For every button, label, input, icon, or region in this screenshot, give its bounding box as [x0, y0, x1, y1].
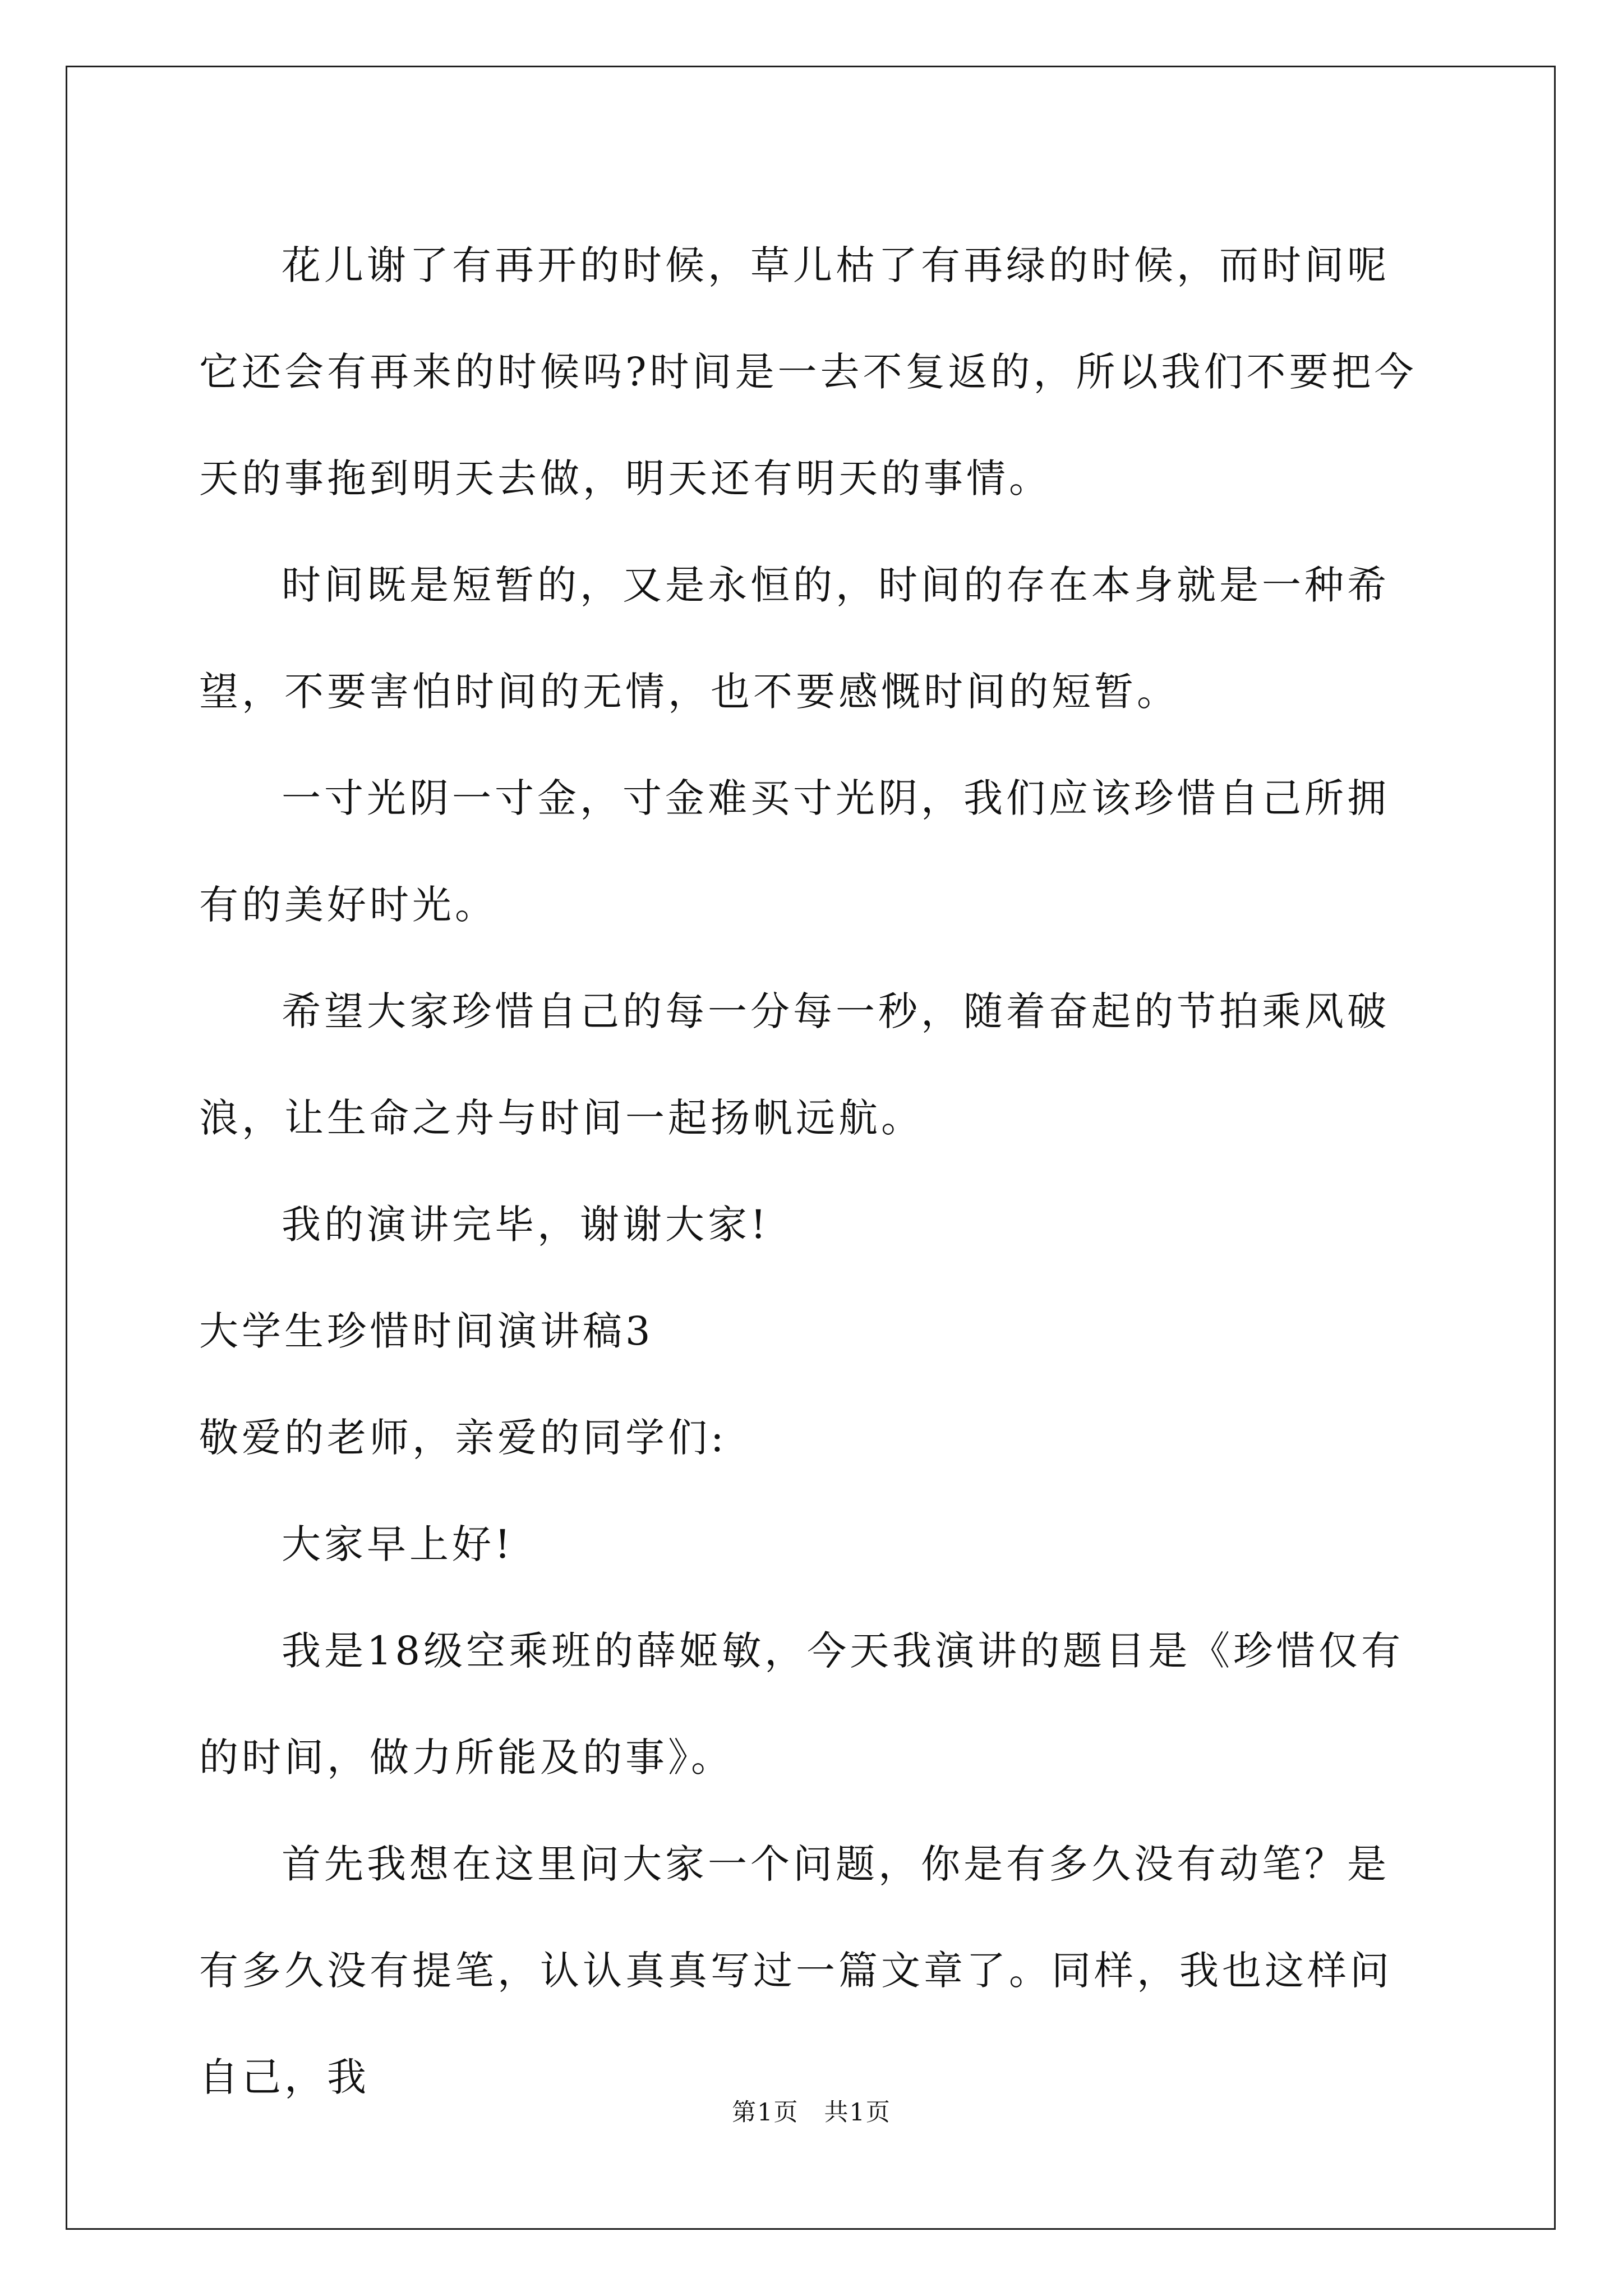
salutation: 敬爱的老师，亲爱的同学们: — [199, 1415, 727, 1461]
paragraph-flowers-and-time: 花儿谢了有再开的时候，草儿枯了有再绿的时候，而时间呢 它还会有再来的时候吗?时间是一去不复返的，所以我们不要把今天的事拖到明天去做，明天还有明天的事情。 — [199, 242, 1417, 501]
paragraph-speech-end: 我的演讲完毕，谢谢大家! — [282, 1202, 770, 1248]
paragraph-hope-everyone: 希望大家珍惜自己的每一分每一秒，随着奋起的节拍乘风破浪，让生命之舟与时间一起扬帆远航。 — [199, 988, 1390, 1141]
paragraph-time-short-and-eternal: 时间既是短暂的，又是永恒的，时间的存在本身就是一种希望，不要害怕时间的无情，也不要感慨时间的短暂。 — [199, 562, 1390, 715]
paragraph-self-introduction: 我是18级空乘班的薛姬敏，今天我演讲的题目是《珍惜仅有的时间，做力所能及的事》。 — [199, 1628, 1404, 1780]
greeting: 大家早上好! — [282, 1521, 514, 1567]
document-body — [199, 212, 1430, 2131]
paragraph-question: 首先我想在这里问大家一个问题，你是有多久没有动笔？是有多久没有提笔，认认真真写过一篇文章了。同样，我也这样问自己，我 — [199, 1841, 1393, 2100]
section-heading: 大学生珍惜时间演讲稿3 — [199, 1308, 654, 1354]
paragraph-inch-of-time: 一寸光阴一寸金，寸金难买寸光阴，我们应该珍惜自己所拥有的美好时光。 — [199, 775, 1390, 928]
page-footer: 第1页 共1页 — [732, 2099, 891, 2127]
